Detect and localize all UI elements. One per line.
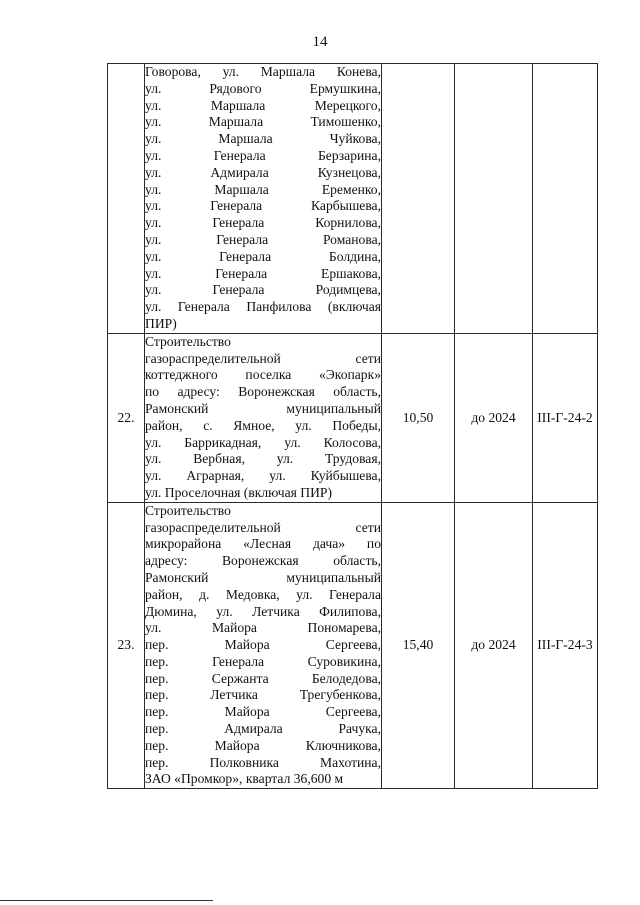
description-line: район, с. Ямное, ул. Победы,: [145, 417, 381, 433]
footnote-rule: [0, 900, 213, 901]
description-line: Строительство: [145, 333, 231, 349]
description-line: Рамонский муниципальный: [145, 400, 381, 416]
description-line: ул. Маршала Еременко,: [145, 181, 381, 197]
description-line: ул. Генерала Корнилова,: [145, 215, 381, 231]
object-code: III-Г-24-3: [533, 502, 598, 789]
row-number: 22.: [108, 333, 145, 502]
description-line: пер. Майора Ключникова,: [145, 737, 381, 753]
description-line: Рамонский муниципальный: [145, 569, 381, 585]
object-code: III-Г-24-2: [533, 333, 598, 502]
description-line: Дюмина, ул. Летчика Филипова,: [145, 603, 381, 619]
description-line: ул. Маршала Мерецкого,: [145, 97, 381, 113]
description-line: пер. Генерала Суровикина,: [145, 653, 381, 669]
object-description: [145, 333, 382, 502]
table-row: [108, 64, 598, 334]
objects-table: [107, 63, 598, 789]
description-line: ул. Аграрная, ул. Куйбышева,: [145, 468, 381, 484]
description-line: микрорайона «Лесная дача» по: [145, 536, 381, 552]
description-line: ул. Генерала Берзарина,: [145, 147, 381, 163]
row-number: 23.: [108, 502, 145, 789]
description-line: коттеджного поселка «Экопарк»: [145, 367, 381, 383]
description-line: пер. Майора Сергеева,: [145, 637, 381, 653]
completion-year: до 2024: [455, 502, 533, 789]
description-line: пер. Адмирала Рачука,: [145, 721, 381, 737]
description-line: ул. Адмирала Кузнецова,: [145, 164, 381, 180]
description-line: ул. Майора Пономарева,: [145, 620, 381, 636]
description-line: Строительство: [145, 502, 231, 518]
description-line: пер. Сержанта Белодедова,: [145, 670, 381, 686]
completion-year: [455, 64, 533, 334]
description-line: ул. Вербная, ул. Трудовая,: [145, 451, 381, 467]
completion-year: до 2024: [455, 333, 533, 502]
description-line: ул. Генерала Ершакова,: [145, 265, 381, 281]
row-number: [108, 64, 145, 334]
page-number: 14: [312, 34, 328, 50]
description-line: ПИР): [145, 315, 177, 331]
description-line: пер. Полковника Махотина,: [145, 754, 381, 770]
description-line: ЗАО «Промкор», квартал 36,600 м: [145, 771, 344, 787]
table-row: [108, 333, 598, 502]
description-line: ул. Генерала Болдина,: [145, 248, 381, 264]
length-km: 15,40: [382, 502, 455, 789]
description-line: ул. Маршала Тимошенко,: [145, 114, 381, 130]
description-line: район, д. Медовка, ул. Генерала: [145, 586, 381, 602]
description-line: газораспределительной сети: [145, 350, 381, 366]
object-description: [145, 64, 382, 334]
description-line: по адресу: Воронежская область,: [145, 384, 381, 400]
description-line: ул. Генерала Романова,: [145, 231, 381, 247]
description-line: ул. Генерала Родимцева,: [145, 282, 381, 298]
length-km: [382, 64, 455, 334]
description-line: пер. Летчика Трегубенкова,: [145, 687, 381, 703]
description-line: ул. Баррикадная, ул. Колосова,: [145, 434, 381, 450]
object-code: [533, 64, 598, 334]
description-line: ул. Маршала Чуйкова,: [145, 131, 381, 147]
description-line: Говорова, ул. Маршала Конева,: [145, 64, 381, 79]
description-line: адресу: Воронежская область,: [145, 553, 381, 569]
description-line: пер. Майора Сергеева,: [145, 704, 381, 720]
description-line: ул. Генерала Панфилова (включая: [145, 299, 381, 315]
description-line: ул. Генерала Карбышева,: [145, 198, 381, 214]
description-line: ул. Рядового Ермушкина,: [145, 80, 381, 96]
table-row: [108, 502, 598, 789]
description-line: ул. Проселочная (включая ПИР): [145, 484, 332, 500]
object-description: [145, 502, 382, 789]
description-line: газораспределительной сети: [145, 519, 381, 535]
length-km: 10,50: [382, 333, 455, 502]
